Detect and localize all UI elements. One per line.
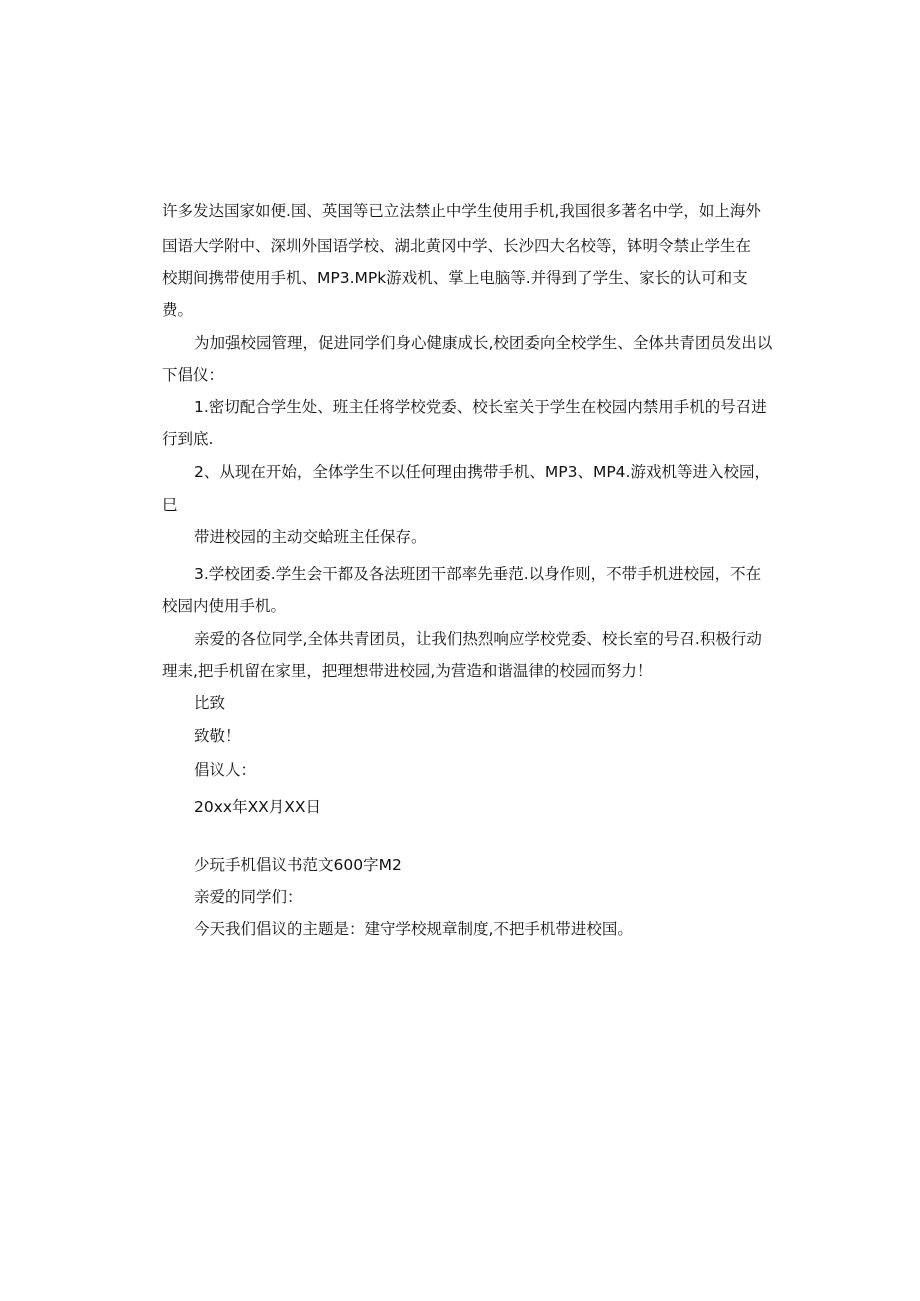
body-text-line: 3.学校团委.学生会干都及各法班团干部率先垂范.以身作则，不带手机进校园，不在 bbox=[194, 565, 762, 583]
body-text-line: 校园内使用手机。 bbox=[162, 597, 287, 615]
body-text-line: 费。 bbox=[162, 301, 194, 319]
closing-line: 比致 bbox=[194, 694, 226, 712]
body-text-line: 1.密切配合学生处、班主任将学校党委、校长室关于学生在校园内禁用手机的号召进 bbox=[194, 398, 767, 416]
section-title: 少玩手机倡议书范文600字M2 bbox=[194, 856, 402, 874]
salutation-line: 致敬！ bbox=[194, 727, 241, 745]
signer-label: 倡议人： bbox=[194, 761, 257, 779]
body-text-line: 巳 bbox=[162, 496, 178, 514]
greeting-line: 亲爱的同学们： bbox=[194, 888, 303, 906]
body-text-line: 为加强校园管理，促进同学们身心健康成长,校团委向全校学生、全体共青团员发出以 bbox=[194, 334, 773, 352]
body-text-line: 今天我们倡议的主题是：建守学校规章制度,不把手机带进校国。 bbox=[194, 920, 633, 938]
body-text-line: 校期间携带使用手机、MP3.MPk游戏机、掌上电脑等.并得到了学生、家长的认可和支 bbox=[162, 269, 748, 287]
body-text-line: 亲爱的各位同学,全体共青团员，让我们热烈响应学校党委、校长室的号召.积极行动 bbox=[194, 630, 762, 648]
body-text-line: 国语大学附中、深圳外国语学校、湖北黄冈中学、长沙四大名校等，钵明令禁止学生在 bbox=[162, 237, 752, 255]
body-text-line: 许多发达国家如便.国、英国等已立法禁止中学生使用手机,我国很多著名中学，如上海外 bbox=[162, 202, 761, 220]
date-line: 20xx年XX月XX日 bbox=[194, 798, 322, 816]
body-text-line: 带进校园的主动交蛤班主任保存。 bbox=[194, 528, 427, 546]
body-text-line: 2、从现在开始，全体学生不以任何理由携带手机、MP3、MP4.游戏机等进入校园， bbox=[194, 463, 770, 481]
body-text-line: 理耒,把手机留在家里，把理想带进校园,为营造和谐温律的校园而努力！ bbox=[162, 662, 653, 680]
body-text-line: 下倡仪： bbox=[162, 366, 225, 384]
body-text-line: 行到底. bbox=[162, 430, 214, 448]
